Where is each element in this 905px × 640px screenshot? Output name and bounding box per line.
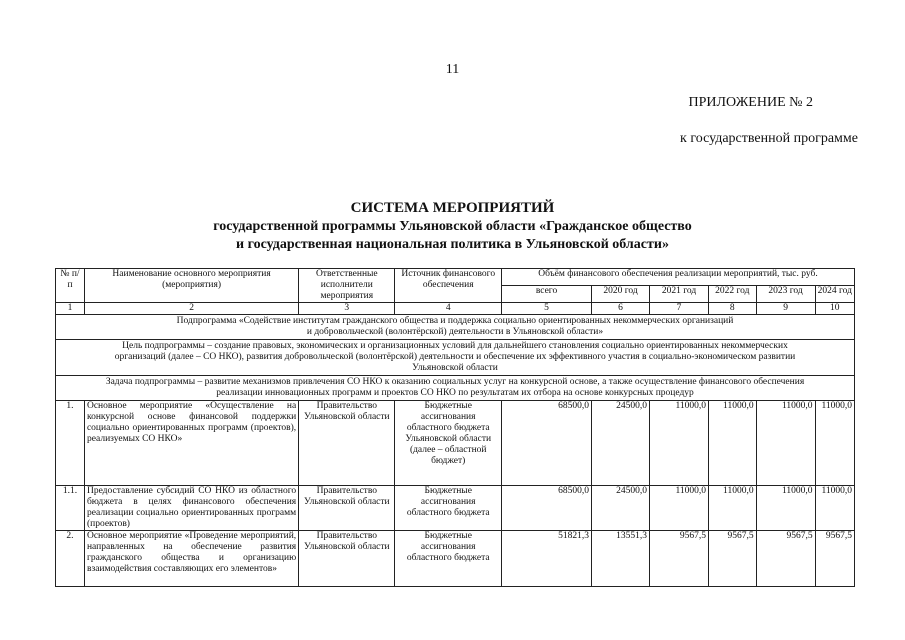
col-index: 1 (56, 303, 85, 315)
table-row (56, 531, 855, 587)
header-row-1 (56, 269, 855, 286)
row-2023: 11000,0 (756, 401, 815, 486)
row-source: Бюджетные ассигнования областного бюджета (395, 531, 502, 587)
row-2022: 11000,0 (708, 401, 756, 486)
activities-table (55, 268, 855, 587)
goal-row (56, 340, 855, 376)
table-row (56, 486, 855, 531)
header-year-2020: 2020 год (592, 286, 650, 303)
column-index-row (56, 303, 855, 315)
row-total: 68500,0 (502, 401, 592, 486)
header-year-2024: 2024 год (815, 286, 854, 303)
task-text: Задача подпрограммы – развитие механизмов привлечения СО НКО к оказанию социальных услуг на конкурсной основе, а также осуществление финансового обеспечения реализации инновационных программ и проектов СО НКО по результатам их отбора на основе конкурсных процедур (56, 376, 855, 401)
col-index: 3 (299, 303, 395, 315)
col-index: 6 (592, 303, 650, 315)
row-2023: 11000,0 (756, 486, 815, 531)
row-name: Предоставление субсидий СО НКО из областного бюджета в целях финансового обеспечения реализации социально ориентированных программ (проектов) (84, 486, 298, 531)
subprogram-text: Подпрограмма «Содействие институтам гражданского общества и поддержка социально ориентированных некоммерческих организаций и добровольческой (волонтёрской) деятельности в Ульяновской области» (56, 315, 855, 340)
col-index: 10 (815, 303, 854, 315)
task-row (56, 376, 855, 401)
header-year-2023: 2023 год (756, 286, 815, 303)
col-index: 9 (756, 303, 815, 315)
col-index: 4 (395, 303, 502, 315)
col-index: 2 (84, 303, 298, 315)
title-line-2: и государственная национальная политика в Ульяновской области» (236, 237, 669, 252)
header-executors: Ответственные исполнители мероприятия (299, 269, 395, 303)
appendix-title: ПРИЛОЖЕНИЕ № 2 (688, 95, 813, 110)
goal-text: Цель подпрограммы – создание правовых, экономических и организационных условий для дальнейшего становления социально ориентированных некоммерческих организаций (далее – СО НКО), развития добровольческой (волонтёрской) деятельности и обеспечение их эффективного участия в социально-экономическом развитии Ульяновской области (56, 340, 855, 376)
col-index: 5 (502, 303, 592, 315)
row-num: 1. (56, 401, 85, 486)
header-year-2022: 2022 год (708, 286, 756, 303)
header-volume: Объём финансового обеспечения реализации мероприятий, тыс. руб. (502, 269, 855, 286)
appendix-subtitle: к государственной программе (680, 131, 858, 146)
row-2021: 11000,0 (650, 401, 709, 486)
row-executor: Правительство Ульяновской области (299, 401, 395, 486)
row-name: Основное мероприятие «Осуществление на конкурсной основе финансовой поддержки социально ориентированных программ (проектов), реализуемых СО НКО» (84, 401, 298, 486)
row-2020: 13551,3 (592, 531, 650, 587)
row-source: Бюджетные ассигнования областного бюджета Ульяновской области (далее – областной бюджет) (395, 401, 502, 486)
row-2021: 9567,5 (650, 531, 709, 587)
row-2020: 24500,0 (592, 486, 650, 531)
subprogram-row (56, 315, 855, 340)
header-total: всего (502, 286, 592, 303)
col-index: 8 (708, 303, 756, 315)
row-num: 1.1. (56, 486, 85, 531)
row-2024: 9567,5 (815, 531, 854, 587)
row-total: 68500,0 (502, 486, 592, 531)
row-num: 2. (56, 531, 85, 587)
row-executor: Правительство Ульяновской области (299, 531, 395, 587)
row-name: Основное мероприятие «Проведение мероприятий, направленных на обеспечение развития гражданского общества и организацию взаимодействия составляющих его элементов» (84, 531, 298, 587)
page-number: 11 (445, 62, 460, 77)
row-2022: 11000,0 (708, 486, 756, 531)
row-2024: 11000,0 (815, 486, 854, 531)
header-year-2021: 2021 год (650, 286, 709, 303)
row-2023: 9567,5 (756, 531, 815, 587)
col-index: 7 (650, 303, 709, 315)
row-2024: 11000,0 (815, 401, 854, 486)
row-2021: 11000,0 (650, 486, 709, 531)
row-total: 51821,3 (502, 531, 592, 587)
table-row (56, 401, 855, 486)
document-title (0, 199, 905, 254)
row-2020: 24500,0 (592, 401, 650, 486)
header-source: Источник финансового обеспечения (395, 269, 502, 303)
header-name: Наименование основного мероприятия (мероприятия) (84, 269, 298, 303)
row-executor: Правительство Ульяновской области (299, 486, 395, 531)
title-line-1: государственной программы Ульяновской области «Гражданское общество (213, 219, 692, 234)
row-2022: 9567,5 (708, 531, 756, 587)
header-num: № п/п (56, 269, 85, 303)
title-main: СИСТЕМА МЕРОПРИЯТИЙ (350, 200, 555, 216)
row-source: Бюджетные ассигнования областного бюджета (395, 486, 502, 531)
